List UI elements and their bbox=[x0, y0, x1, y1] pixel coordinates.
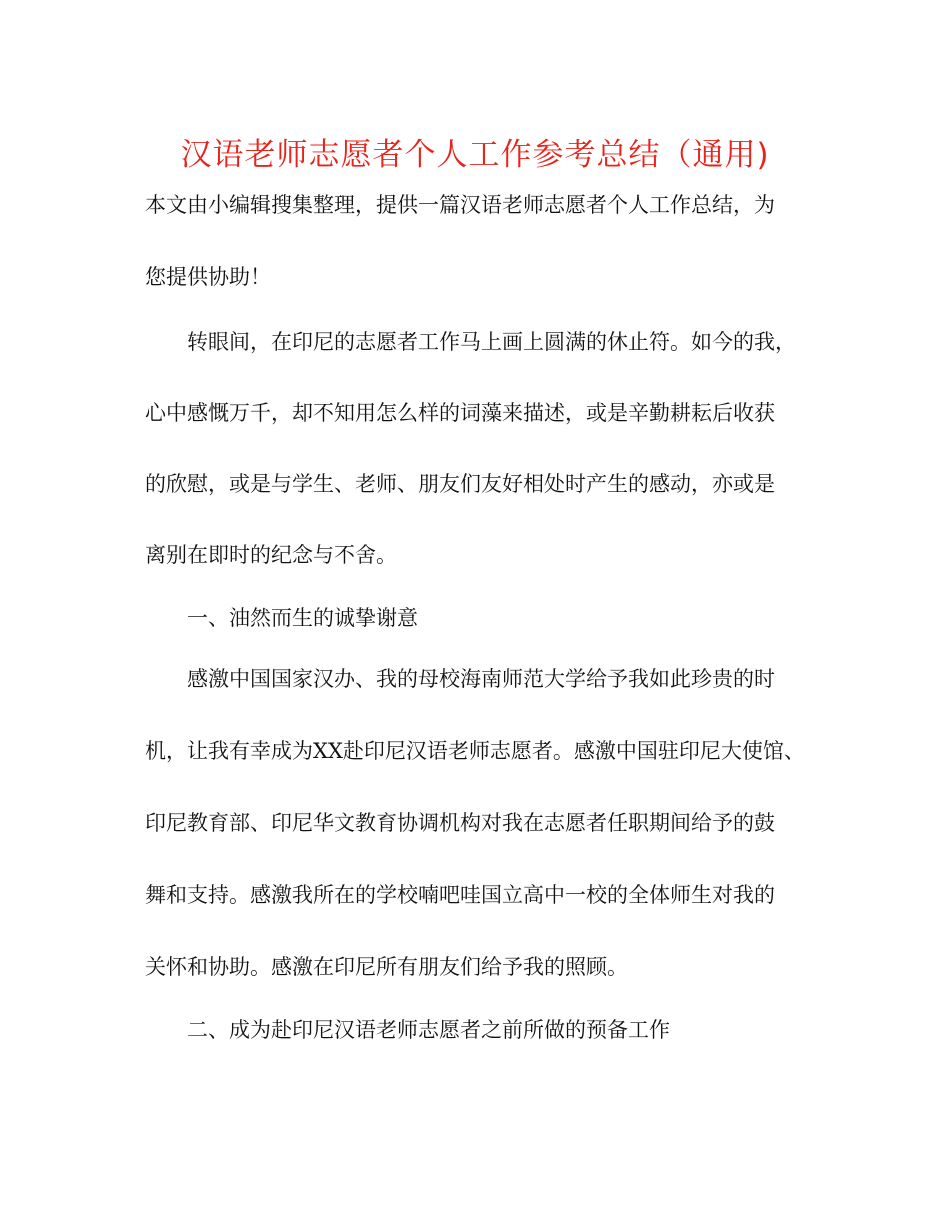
paragraph-2-line-4: 舞和支持。感激我所在的学校喃吧哇国立高中一校的全体师生对我的 bbox=[145, 883, 775, 907]
intro-line-2: 您提供协助！ bbox=[145, 265, 271, 289]
section-heading-2: 二、成为赴印尼汉语老师志愿者之前所做的预备工作 bbox=[187, 1018, 670, 1042]
paragraph-2-line-1: 感激中国国家汉办、我的母校海南师范大学给予我如此珍贵的时 bbox=[187, 667, 775, 691]
section-heading-1: 一、油然而生的诚挚谢意 bbox=[187, 606, 418, 630]
paragraph-1-line-2: 心中感慨万千，却不知用怎么样的词藻来描述，或是辛勤耕耘后收获 bbox=[145, 401, 775, 425]
paragraph-1-line-4: 离别在即时的纪念与不舍。 bbox=[145, 543, 397, 567]
document-title: 汉语老师志愿者个人工作参考总结（通用) bbox=[180, 137, 770, 173]
paragraph-2-line-2: 机，让我有幸成为XX赴印尼汉语老师志愿者。感激中国驻印尼大使馆、 bbox=[145, 739, 805, 763]
intro-line-1: 本文由小编辑搜集整理，提供一篇汉语老师志愿者个人工作总结，为 bbox=[145, 193, 775, 217]
paragraph-2-line-5: 关怀和协助。感激在印尼所有朋友们给予我的照顾。 bbox=[145, 955, 628, 979]
paragraph-1-line-3: 的欣慰，或是与学生、老师、朋友们友好相处时产生的感动，亦或是 bbox=[145, 472, 775, 496]
paragraph-1-line-1: 转眼间，在印尼的志愿者工作马上画上圆满的休止符。如今的我， bbox=[187, 330, 796, 354]
paragraph-2-line-3: 印尼教育部、印尼华文教育协调机构对我在志愿者任职期间给予的鼓 bbox=[145, 811, 775, 835]
